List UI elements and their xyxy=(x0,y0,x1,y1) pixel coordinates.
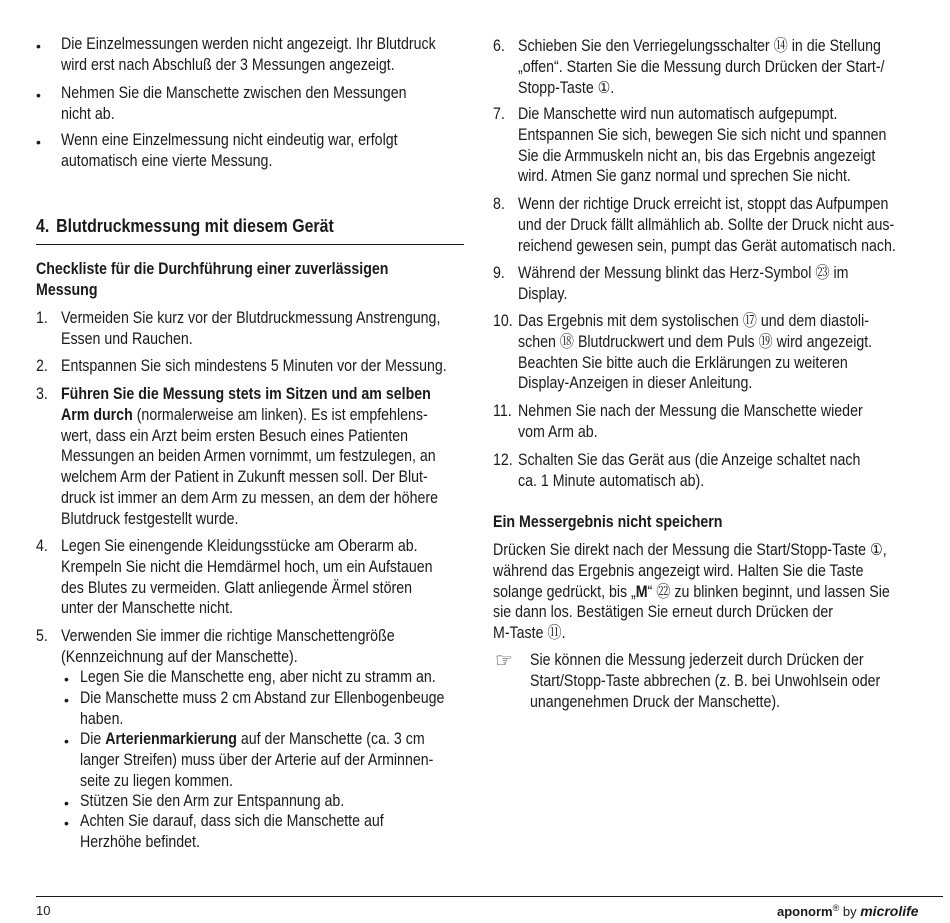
item-number: 11. xyxy=(493,402,512,420)
paragraph: Drücken Sie direkt nach der Messung die Start/Stopp-Taste ①, während das Ergebnis angezeigt wird. Halten Sie die Taste solange gedrückt, bis „M“ ㉒ zu blinken beginnt, und lassen Sie sie dann los. Bestätigen Sie erneut durch Drücken der M-Taste ⑪. xyxy=(493,541,890,643)
section-number: 4. xyxy=(36,215,50,236)
checklist-title: Checkliste für die Durchführung einer zuverlässigen Messung xyxy=(36,260,389,299)
sub-bullet: Stützen Sie den Arm zur Entspannung ab. xyxy=(80,792,345,810)
intro-bullet: Nehmen Sie die Manschette zwischen den Messungen nicht ab. xyxy=(61,84,407,123)
list-item: Die Manschette wird nun automatisch aufgepumpt. Entspannen Sie sich, bewegen Sie sich nicht und spannen Sie die Armmuskeln nicht an, bis das Ergebnis angezeigt wird. Atmen Sie ganz normal und sprechen Sie nicht. xyxy=(518,105,887,186)
section-heading xyxy=(36,216,334,237)
sub-bullet: Achten Sie darauf, dass sich die Manschette auf Herzhöhe befindet. xyxy=(80,812,384,851)
item-number: 10. xyxy=(493,312,513,330)
pointing-hand-icon: ☞ xyxy=(495,650,513,672)
list-item: Während der Messung blinkt das Herz-Symbol ㉓ im Display. xyxy=(518,264,849,303)
list-item: Schalten Sie das Gerät aus (die Anzeige schaltet nach ca. 1 Minute automatisch ab). xyxy=(518,451,861,490)
item-number: 5. xyxy=(36,627,48,645)
footer-brand: aponorm® by microlife xyxy=(777,903,919,919)
bullet-symbol: • xyxy=(36,134,41,150)
list-item: Entspannen Sie sich mindestens 5 Minuten vor der Messung. xyxy=(61,357,447,375)
item-number: 8. xyxy=(493,195,505,213)
item-number: 2. xyxy=(36,357,48,375)
item-number: 3. xyxy=(36,385,48,403)
list-item: Legen Sie einengende Kleidungsstücke am Oberarm ab. Krempeln Sie nicht die Hemdärmel hoch, um ein Aufstauen des Blutes zu vermeiden. Glatt anliegende Ärmel stören unter der Manschette nicht. xyxy=(61,537,433,618)
list-item: Führen Sie die Messung stets im Sitzen und am selben Arm durch (normalerweise am linken). Es ist empfehlens- wert, dass ein Arzt beim ersten Besuch eines Patienten Messungen an beiden Armen vornimmt, um festzulegen, an welchem Arm der Patient in Zukunft messen soll. Der Blut- druck ist immer an dem Arm zu messen, an dem der höhere Blutdruck festgestellt wurde. xyxy=(61,385,438,528)
list-item: Verwenden Sie immer die richtige Manschettengröße (Kennzeichnung auf der Manschette). xyxy=(61,627,395,666)
bullet-symbol: • xyxy=(64,671,69,687)
item-number: 12. xyxy=(493,451,513,469)
list-item: Wenn der richtige Druck erreicht ist, stoppt das Aufpumpen und der Druck fällt allmählich ab. Sollte der Druck nicht aus- reichend gewesen sein, pumpt das Gerät automatisch nach. xyxy=(518,195,896,255)
note: Sie können die Messung jederzeit durch Drücken der Start/Stopp-Taste abbrechen (z. B. bei Unwohlsein oder unangenehmen Druck der Manschette). xyxy=(530,651,881,711)
section-title: Blutdruckmessung mit diesem Gerät xyxy=(56,215,334,236)
item-number: 9. xyxy=(493,264,505,282)
bullet-symbol: • xyxy=(36,38,41,54)
bullet-symbol: • xyxy=(64,733,69,749)
subheading: Ein Messergebnis nicht speichern xyxy=(493,513,723,531)
item-number: 7. xyxy=(493,105,505,123)
sub-bullet: Legen Sie die Manschette eng, aber nicht zu stramm an. xyxy=(80,668,436,686)
item-number: 6. xyxy=(493,37,505,55)
list-item: Das Ergebnis mit dem systolischen ⑰ und dem diastoli- schen ⑱ Blutdruckwert und dem Puls ⑲ wird angezeigt. Beachten Sie bitte auch die Erklärungen zu weiteren Display-Anzeigen in dieser Anleitung. xyxy=(518,312,873,393)
list-item: Schieben Sie den Verriegelungsschalter ⑭ in die Stellung „offen“. Starten Sie die Messung durch Drücken der Start-/ Stopp-Taste ①. xyxy=(518,37,885,97)
section-rule xyxy=(36,244,464,245)
sub-bullet: Die Manschette muss 2 cm Abstand zur Ellenbogenbeuge haben. xyxy=(80,689,445,728)
item-number: 4. xyxy=(36,537,48,555)
list-item: Vermeiden Sie kurz vor der Blutdruckmessung Anstrengung, Essen und Rauchen. xyxy=(61,309,441,348)
footer-rule xyxy=(36,896,943,897)
microlife-logo: microlife xyxy=(860,903,919,919)
bullet-symbol: • xyxy=(36,87,41,103)
bullet-symbol: • xyxy=(64,692,69,708)
list-item: Nehmen Sie nach der Messung die Manschette wieder vom Arm ab. xyxy=(518,402,863,441)
bullet-symbol: • xyxy=(64,815,69,831)
intro-bullet: Wenn eine Einzelmessung nicht eindeutig war, erfolgt automatisch eine vierte Messung. xyxy=(61,131,398,170)
sub-bullet: Die Arterienmarkierung auf der Manschette (ca. 3 cm langer Streifen) muss über der Arterie auf der Arminnen- seite zu liegen kommen. xyxy=(80,730,434,790)
intro-bullet: Die Einzelmessungen werden nicht angezeigt. Ihr Blutdruck wird erst nach Abschluß der 3 Messungen angezeigt. xyxy=(61,35,436,74)
page-number: 10 xyxy=(36,903,51,918)
item-number: 1. xyxy=(36,309,48,327)
bullet-symbol: • xyxy=(64,795,69,811)
